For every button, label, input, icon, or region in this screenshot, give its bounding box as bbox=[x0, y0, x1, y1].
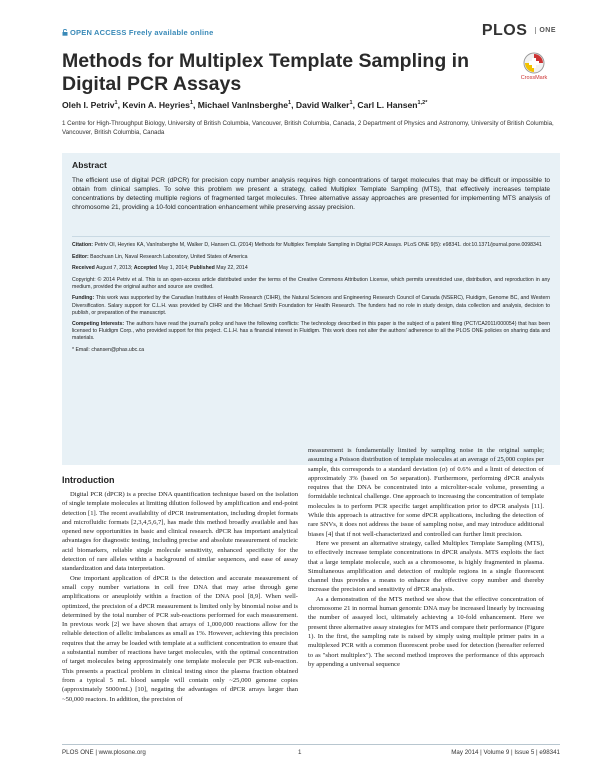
abstract-divider bbox=[72, 236, 550, 237]
introduction-heading: Introduction bbox=[62, 475, 115, 485]
author: Kevin A. Heyries$^1$ bbox=[122, 100, 193, 110]
citation: Citation: Petriv OI, Heyries KA, VanInsberghe M, Walker D, Hansen CL (2014) Methods for Multiplex Template Sampling in Digital PCR Assays. PLoS ONE 9(5): e98341. doi:10.1371/journal.pone.0098341 bbox=[72, 242, 542, 248]
open-access-banner bbox=[62, 28, 213, 37]
article-metadata bbox=[72, 242, 550, 359]
editor: Editor: Baochuan Lin, Naval Research Laboratory, United States of America bbox=[72, 253, 248, 260]
funding: Funding: This work was supported by the Canadian Institutes of Health Research (CIHR), the Natural Sciences and Engineering Research Council of Canada (NSERC), Fluidigm, Genome BC, and Western Diversification. Salary support for C.L.H. was provided by CIHR and the Michael Smith Foundation for Health Research. The funders had no role in study design, data collection and analysis, decision to publish, or preparation of the manuscript. bbox=[72, 295, 550, 316]
abstract-box bbox=[62, 153, 560, 465]
abstract-heading: Abstract bbox=[72, 160, 107, 170]
footer-issue-info: May 2014 | Volume 9 | Issue 5 | e98341 bbox=[451, 749, 560, 756]
logo-text: PLOS bbox=[481, 22, 528, 39]
footer-journal-url[interactable]: PLOS ONE | www.plosone.org bbox=[62, 749, 146, 756]
author: Oleh I. Petriv$^1$ bbox=[62, 100, 118, 110]
body-column-left bbox=[62, 490, 298, 704]
paragraph: Here we present an alternative strategy, called Multiplex Template Sampling (MTS), to effectively increase template concentrations in dPCR analysis. MTS exploits the fact that a large template molecule, such as a chromosome, is highly fragmented in plasma. Simultaneous amplification and detection of multiple regions in a single fluorescent channel thus provides a means to enhance the effective copy number and thereby increase the precision and sensitivity of dPCR analysis. bbox=[308, 539, 544, 594]
author-list: Oleh I. Petriv$^1$, Kevin A. Heyries$^1$, Michael VanInsberghe$^1$, David Walker$^1$, Carl L. Hansen$^{1,2*}$ bbox=[62, 100, 428, 110]
article-title: Methods for Multiplex Template Sampling in Digital PCR Assays bbox=[62, 50, 469, 95]
email: * Email: chansen@phas.ubc.ca bbox=[72, 347, 145, 354]
abstract-text: The efficient use of digital PCR (dPCR) for precision copy number analysis requires high concentrations of target molecules that may be difficult or impossible to obtain from clinical samples. To solve this problem we present a strategy, called Multiplex Template Sampling (MTS), that effectively increases template concentrations by detecting multiple regions of fragmented target molecules. Three alternative assay approaches are presented for implementing MTS analysis of chromosome 21, providing a 10-fold concentration enhancement while preserving assay precision. bbox=[72, 177, 550, 212]
author: Carl L. Hansen$^{1,2*}$ bbox=[357, 100, 428, 110]
copyright: Copyright: © 2014 Petriv et al. This is an open-access article distributed under the terms of the Creative Commons Attribution License, which permits unrestricted use, distribution, and reproduction in any medium, provided the original author and source are credited. bbox=[72, 276, 550, 290]
open-lock-icon bbox=[62, 29, 68, 36]
open-access-label: OPEN ACCESS bbox=[70, 28, 127, 37]
paragraph: Digital PCR (dPCR) is a precise DNA quantification technique based on the isolation of single template molecules at limiting dilution followed by amplification and end-point detection [1]. The recent availability of dPCR instrumentation, including droplet formats and microfluidic formats [2,3,4,5,6,7], has made this method broadly available and has opened new opportunities in basic and clinical research. dPCR has important analytical advantages for diagnostic testing, including precise and absolute measurement of nucleic acid biomarkers, reliable single molecule sensitivity, enhanced specificity for the detection of rare alleles within a background of similar sequences, and ease of assay standardization and data interpretation. bbox=[62, 491, 298, 573]
affiliations: 1 Centre for High-Throughput Biology, University of British Columbia, Vancouver, British Columbia, Canada, 2 Department of Physics and Astronomy, University of British Columbia, Vancouver, British Columbia, Canada bbox=[62, 120, 554, 136]
paragraph: measurement is fundamentally limited by sampling noise in the original sample; assuming a Poisson distribution of template molecules at an average of 25,000 copies per sample, this corresponds to a standard deviation (σ) of 0.6% and a limit of detection of approximately 3% (based on 5σ separation). Furthermore, performing dPCR analysis requires that the DNA be concentrated into a microliter-scale volume, presenting a formidable technical challenge. One approach to increasing the concentration of template molecules is to perform PCR specific target amplification prior to dPCR analysis [11]. While this approach is attractive for some dPCR applications, including the detection of rare SNVs, it does not address the issue of sampling noise, and may introduce additional biases [4] that if not well-characterized and controlled can further limit precision. bbox=[308, 447, 544, 538]
paragraph: As a demonstration of the MTS method we show that the effective concentration of chromosome 21 in normal human genomic DNA may be increased linearly by increasing the number of assayed loci, ultimately achieving a 10-fold enhancement. Here we present three alternative assay strategies for MTS and compare their performance (Figure 1). In the first, the sampling rate is raised by simply using multiple primer pairs in a multiplexed PCR with a common fluorescent probe used for detection (hereafter referred to as "short multiplex"). The second method improves the performance of this approach by appending a universal sequence bbox=[308, 595, 544, 668]
journal-logo bbox=[482, 22, 556, 40]
freely-available-label: Freely available online bbox=[128, 28, 214, 37]
crossmark-badge[interactable] bbox=[518, 52, 550, 81]
dates: Received August 7, 2013; Accepted May 1, 2014; Published May 22, 2014 bbox=[72, 265, 248, 272]
page-number: 1 bbox=[298, 749, 302, 756]
author: David Walker$^1$ bbox=[295, 100, 353, 110]
author: Michael VanInsberghe$^1$ bbox=[197, 100, 292, 110]
paragraph: One important application of dPCR is the detection and accurate measurement of small copy number variations in cell free DNA that may arise through gene amplifications or aneuploidy within a fraction of the DNA pool [8,9]. When well-optimized, the precision of a dPCR measurement is limited only by binomial noise and is determined by the total number of PCR sub-reactions performed for each measurement. In previous work [2] we have shown that arrays of 1,000,000 reactions allow for the reliable detection of allelic imbalances as small as 1%. However, achieving this precision requires that the array be loaded with template at a sufficient concentration to ensure that a substantial number of reactions have target molecules, with the optimal concentration of target molecules being approximately one template molecule per PCR sub-reaction. This presents a practical problem in clinical testing since the plasma fraction obtained from a typical 5 mL blood sample will contain only ~25,000 genome copies (approximately 5000/mL) [10], negating the advantages of dPCR arrays larger than ~50,000 reactors. In addition, the precision of bbox=[62, 574, 298, 703]
logo-sub: ONE bbox=[535, 27, 556, 34]
crossmark-icon bbox=[523, 52, 545, 74]
crossmark-label: CrossMark bbox=[520, 75, 548, 81]
body-column-right bbox=[308, 446, 544, 669]
competing-interests: Competing Interests: The authors have read the journal's policy and have the following conflicts: The technology described in this paper is the subject of a patent filing (PCT/CA2011/000054) that has been licensed to Fluidigm Corp., who provided support for this project. C.L.H. has a financial interest in Fluidigm. This work does not alter the authors' adherence to all the PLOS ONE policies on sharing data and materials. bbox=[72, 321, 550, 342]
footer-divider bbox=[62, 744, 560, 745]
